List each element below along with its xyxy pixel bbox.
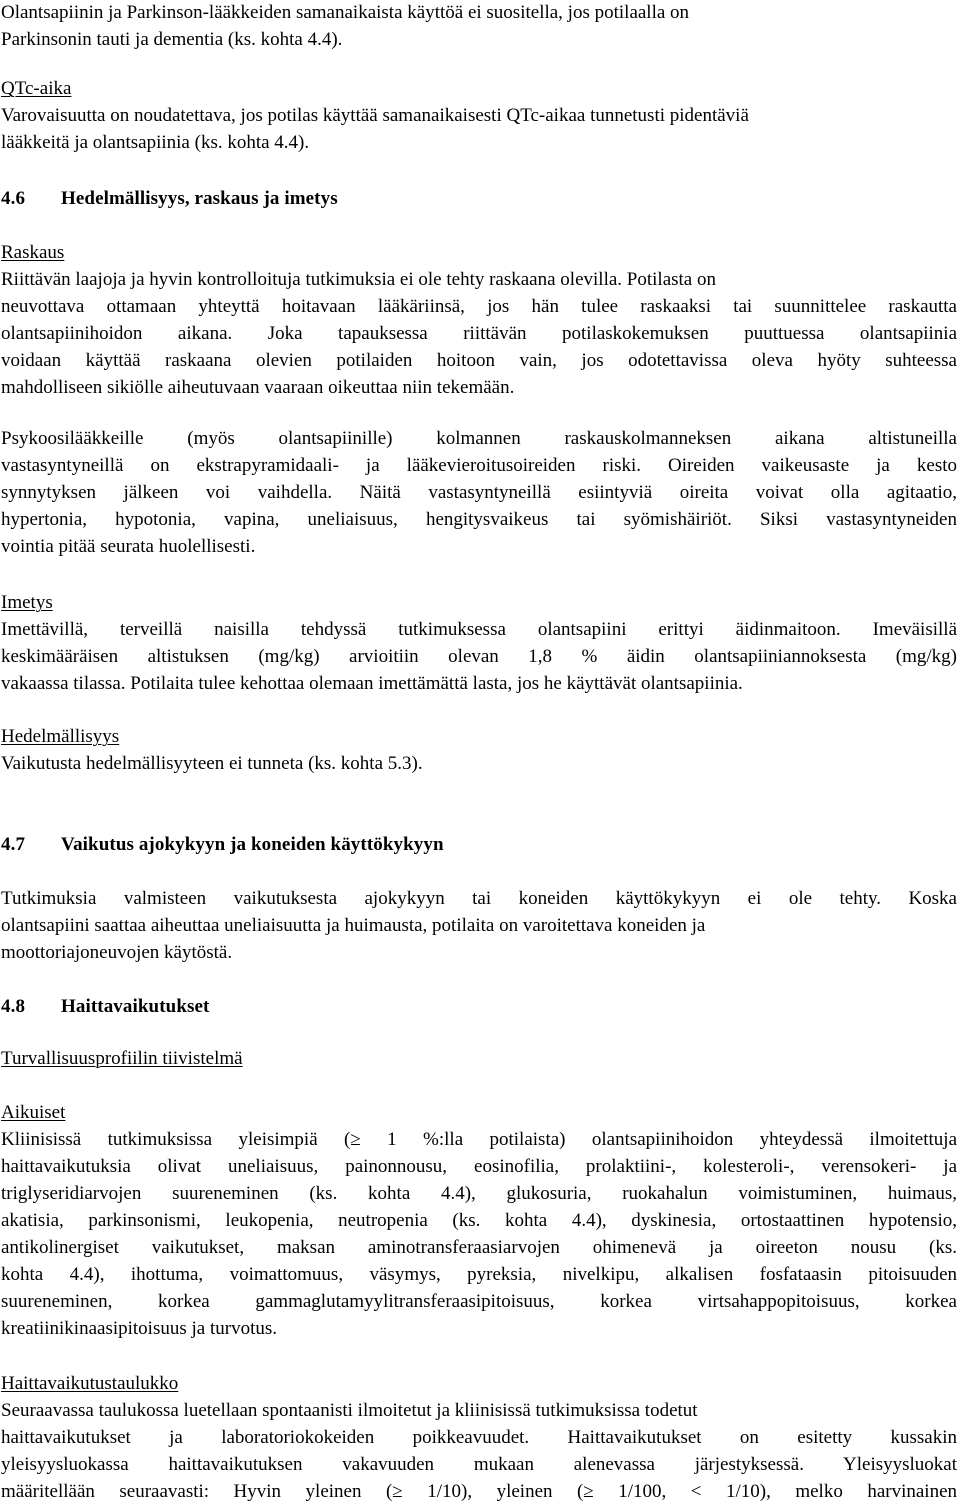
body-text-line: triglyseridiarvojen suureneminen (ks. kohta 4.4), glukosuria, ruokahalun voimistuminen, huimaus, [1, 1183, 957, 1204]
section-number: 4.8 [1, 996, 26, 1017]
section-heading-4-7 [1, 833, 444, 857]
body-text-line: moottoriajoneuvojen käytöstä. [1, 942, 233, 963]
section-title: Haittavaikutukset [61, 996, 210, 1017]
body-text-line: Psykoosilääkkeille (myös olantsapiinille) kolmannen raskauskolmanneksen aikana altistuneilla [1, 428, 957, 449]
body-text-line: Seuraavassa taulukossa luetellaan spontaanisti ilmoitetut ja kliinisissä tutkimuksissa todetut [1, 1400, 698, 1421]
body-text-line: neuvottava ottamaan yhteyttä hoitavaan lääkäriinsä, jos hän tulee raskaaksi tai suunnittelee raskautta [1, 296, 957, 317]
body-text-line: voidaan käyttää raskaana olevien potilaiden hoitoon vain, jos odotettavissa oleva hyöty suhteessa [1, 350, 957, 371]
subheading-raskaus: Raskaus [1, 242, 65, 263]
body-text-line: kreatiinikinaasipitoisuus ja turvotus. [1, 1318, 277, 1339]
body-text-line: keskimääräisen altistuksen (mg/kg) arvioitiin olevan 1,8 % äidin olantsapiiniannoksesta (mg/kg) [1, 646, 957, 667]
body-text-line: haittavaikutuksia olivat uneliaisuus, painonnousu, eosinofilia, prolaktiini-, kolesteroli-, verensokeri- ja [1, 1156, 957, 1177]
body-text-line: hypertonia, hypotonia, vapina, uneliaisuus, hengitysvaikeus tai syömishäiriöt. Siksi vastasyntyneiden [1, 509, 957, 530]
body-text-line: lääkkeitä ja olantsapiinia (ks. kohta 4.4). [1, 132, 310, 153]
section-heading-4-8 [1, 995, 209, 1019]
body-text-line: suureneminen, korkea gammaglutamyylitransferaasipitoisuus, korkea virtsahappopitoisuus, korkea [1, 1291, 957, 1312]
subheading-hedelmallisyys: Hedelmällisyys [1, 726, 120, 747]
body-text-line: Olantsapiinin ja Parkinson-lääkkeiden samanaikaista käyttöä ei suositella, jos potilaalla on [1, 2, 690, 23]
body-text-line: synnytyksen jälkeen voi vaihdella. Näitä vastasyntyneillä esiintyviä oireita voivat olla agitaatio, [1, 482, 957, 503]
subheading-haittavaikutustaulukko: Haittavaikutustaulukko [1, 1373, 179, 1394]
body-text-line: vakaassa tilassa. Potilaita tulee kehottaa olemaan imettämättä lasta, jos he käyttävät olantsapiinia. [1, 673, 743, 694]
body-text-line: Tutkimuksia valmisteen vaikutuksesta ajokykyyn tai koneiden käyttökykyyn ei ole tehty. Koska [1, 888, 957, 909]
body-text-line: vastasyntyneillä on ekstrapyramidaali- ja lääkevieroitusoireiden riski. Oireiden vaikeusaste ja kesto [1, 455, 957, 476]
subheading-aikuiset: Aikuiset [1, 1102, 66, 1123]
body-text-line: kohta 4.4), ihottuma, voimattomuus, väsymys, pyreksia, nivelkipu, alkalisen fosfataasin pitoisuuden [1, 1264, 957, 1285]
body-text-line: Parkinsonin tauti ja dementia (ks. kohta 4.4). [1, 29, 343, 50]
body-text-line: Imettävillä, terveillä naisilla tehdyssä tutkimuksessa olantsapiini erittyi äidinmaitoon. Imeväisillä [1, 619, 957, 640]
body-text-line: olantsapiini saattaa aiheuttaa uneliaisuutta ja huimausta, potilaita on varoitettava koneiden ja [1, 915, 706, 936]
body-text-line: Riittävän laajoja ja hyvin kontrolloituja tutkimuksia ei ole tehty raskaana olevilla. Potilasta on [1, 269, 716, 290]
section-title: Hedelmällisyys, raskaus ja imetys [61, 188, 338, 209]
section-heading-4-6 [1, 187, 338, 211]
body-text-line: haittavaikutukset ja laboratoriokokeiden poikkeavuudet. Haittavaikutukset on esitetty kussakin [1, 1427, 957, 1448]
body-text-line: mahdolliseen sikiölle aiheutuvaan vaaraan oikeuttaa niin tekemään. [1, 377, 515, 398]
body-text-line: Varovaisuutta on noudatettava, jos potilas käyttää samanaikaisesti QTc-aikaa tunnetusti pidentäviä [1, 105, 749, 126]
body-text-line: olantsapiinihoidon aikana. Joka tapauksessa riittävän potilaskokemuksen puuttuessa olantsapiinia [1, 323, 957, 344]
body-text-line: vointia pitää seurata huolellisesti. [1, 536, 256, 557]
subheading-qtc-aika: QTc-aika [1, 78, 72, 99]
body-text-line: antikolinergiset vaikutukset, maksan aminotransferaasiarvojen ohimenevä ja oireeton nousu (ks. [1, 1237, 957, 1258]
section-title: Vaikutus ajokykyyn ja koneiden käyttökykyyn [61, 834, 444, 855]
section-number: 4.6 [1, 188, 26, 209]
body-text-line: määritellään seuraavasti: Hyvin yleinen (≥ 1/10), yleinen (≥ 1/100, < 1/10), melko harvinainen [1, 1481, 957, 1502]
body-text-line: yleisyysluokassa haittavaikutuksen vakavuuden mukaan alenevassa järjestyksessä. Yleisyysluokat [1, 1454, 957, 1475]
body-text-line: akatisia, parkinsonismi, leukopenia, neutropenia (ks. kohta 4.4), dyskinesia, ortostaattinen hypotensio, [1, 1210, 957, 1231]
subheading-imetys: Imetys [1, 592, 53, 613]
subheading-turvallisuusprofiili: Turvallisuusprofiilin tiivistelmä [1, 1048, 243, 1069]
body-text-line: Kliinisissä tutkimuksissa yleisimpiä (≥ 1 %:lla potilaista) olantsapiinihoidon yhteydessä ilmoitettuja [1, 1129, 957, 1150]
body-text-line: Vaikutusta hedelmällisyyteen ei tunneta (ks. kohta 5.3). [1, 753, 423, 774]
section-number: 4.7 [1, 834, 26, 855]
